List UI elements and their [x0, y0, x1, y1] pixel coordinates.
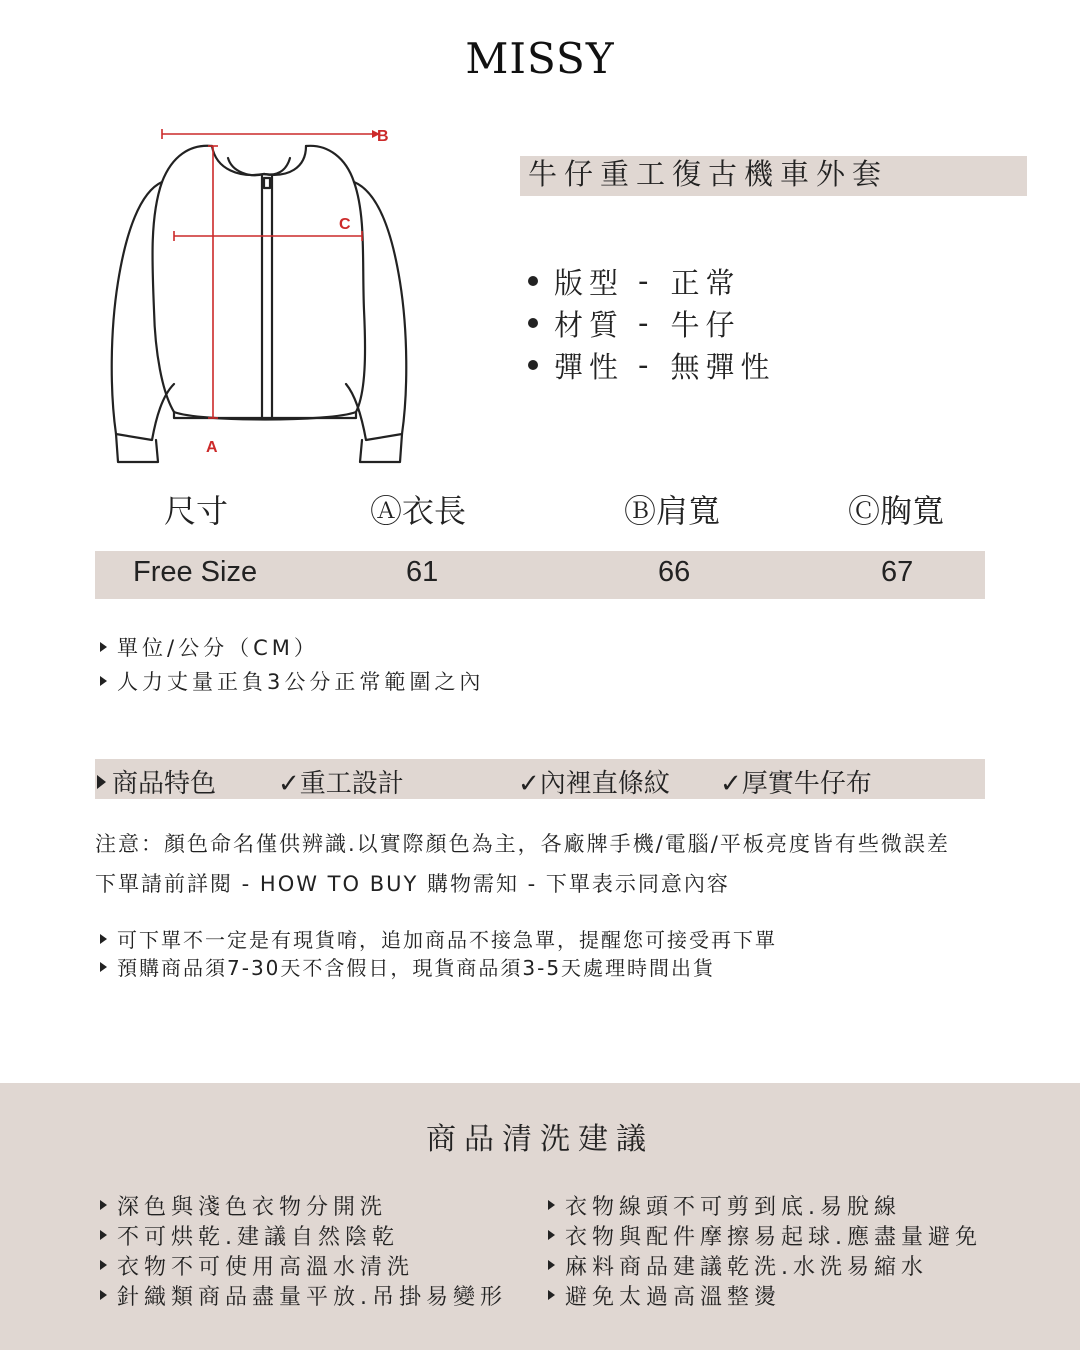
feature-item: ✓重工設計	[278, 769, 404, 799]
washing-item-text: 衣物與配件摩擦易起球.應盡量避免	[565, 1224, 982, 1250]
triangle-bullet-icon	[548, 1290, 555, 1300]
attribute-separator: -	[638, 348, 655, 382]
triangle-bullet-icon	[100, 1200, 107, 1210]
triangle-bullet-icon	[100, 1290, 107, 1300]
size-header-length: Ⓐ衣長	[370, 492, 467, 530]
note-unit	[100, 632, 319, 662]
triangle-bullet-icon	[100, 934, 107, 944]
triangle-bullet-icon	[100, 962, 107, 972]
attribute-separator: -	[638, 306, 655, 340]
washing-item	[100, 1220, 507, 1250]
product-title: 牛仔重工復古機車外套	[528, 157, 889, 191]
washing-item	[100, 1190, 507, 1220]
washing-item	[548, 1220, 982, 1250]
note-text: 人力丈量正負3公分正常範圍之內	[117, 670, 485, 694]
notice-line-2: 下單請前詳閱 - HOW TO BUY 購物需知 - 下單表示同意內容	[95, 872, 730, 896]
notice-line-1: 注意：顏色命名僅供辨識.以實際顏色為主，各廠牌手機/電腦/平板亮度皆有些微誤差	[95, 832, 950, 856]
triangle-bullet-icon	[100, 1230, 107, 1240]
jacket-size-diagram	[100, 122, 420, 472]
attribute-elasticity	[528, 344, 776, 386]
washing-list-left	[100, 1190, 507, 1310]
size-header-size: 尺寸	[164, 492, 229, 530]
attribute-label: 材質	[554, 307, 625, 342]
features-label-text: 商品特色	[112, 769, 217, 799]
feature-item: ✓厚實牛仔布	[720, 769, 872, 799]
size-cell-chest: 67	[881, 556, 914, 588]
attribute-value: 正常	[670, 265, 741, 300]
washing-item	[548, 1190, 982, 1220]
triangle-bullet-icon	[97, 775, 106, 789]
washing-item-text: 避免太過高溫整燙	[565, 1284, 782, 1310]
triangle-bullet-icon	[548, 1260, 555, 1270]
bullet-icon	[528, 276, 538, 286]
triangle-bullet-icon	[100, 1260, 107, 1270]
features-label	[97, 763, 216, 800]
attribute-label: 彈性	[554, 349, 625, 384]
washing-item-text: 衣物線頭不可剪到底.易脫線	[565, 1194, 901, 1220]
size-cell-size: Free Size	[133, 556, 258, 588]
triangle-bullet-icon	[100, 642, 107, 652]
washing-item-text: 衣物不可使用高溫水清洗	[117, 1254, 415, 1280]
order-note-stock	[100, 924, 777, 953]
order-note-text: 預購商品須7-30天不含假日，現貨商品須3-5天處理時間出貨	[117, 956, 716, 980]
triangle-bullet-icon	[100, 676, 107, 686]
washing-item-text: 不可烘乾.建議自然陰乾	[117, 1224, 399, 1250]
order-note-text: 可下單不一定是有現貨唷，追加商品不接急單，提醒您可接受再下單	[117, 928, 777, 952]
feature-item: ✓內裡直條紋	[518, 769, 670, 799]
attribute-value: 無彈性	[670, 349, 776, 384]
note-tolerance	[100, 666, 484, 696]
attribute-separator: -	[638, 264, 655, 298]
attribute-label: 版型	[554, 265, 625, 300]
washing-item-text: 針織類商品盡量平放.吊掛易變形	[117, 1284, 507, 1310]
product-attributes	[528, 260, 776, 386]
triangle-bullet-icon	[548, 1200, 555, 1210]
size-header-shoulder: Ⓑ肩寬	[624, 492, 721, 530]
washing-title: 商品清洗建議	[426, 1122, 654, 1157]
washing-item-text: 深色與淺色衣物分開洗	[117, 1194, 388, 1220]
washing-item-text: 麻料商品建議乾洗.水洗易縮水	[565, 1254, 928, 1280]
attribute-value: 牛仔	[670, 307, 741, 342]
note-text: 單位/公分（CM）	[117, 636, 319, 660]
bullet-icon	[528, 318, 538, 328]
washing-item	[548, 1250, 982, 1280]
size-cell-length: 61	[406, 556, 439, 588]
measure-label-a: A	[206, 439, 218, 456]
washing-item	[100, 1280, 507, 1310]
washing-item	[548, 1280, 982, 1310]
brand-logo: MISSY	[465, 34, 615, 83]
attribute-material	[528, 302, 776, 344]
measure-label-b: B	[377, 128, 389, 145]
measure-label-c: C	[339, 216, 351, 233]
triangle-bullet-icon	[548, 1230, 555, 1240]
bullet-icon	[528, 360, 538, 370]
washing-list-right	[548, 1190, 982, 1310]
order-note-preorder	[100, 952, 715, 981]
attribute-fit	[528, 260, 776, 302]
size-header-chest: Ⓒ胸寬	[848, 492, 945, 530]
size-cell-shoulder: 66	[658, 556, 691, 588]
washing-item	[100, 1250, 507, 1280]
